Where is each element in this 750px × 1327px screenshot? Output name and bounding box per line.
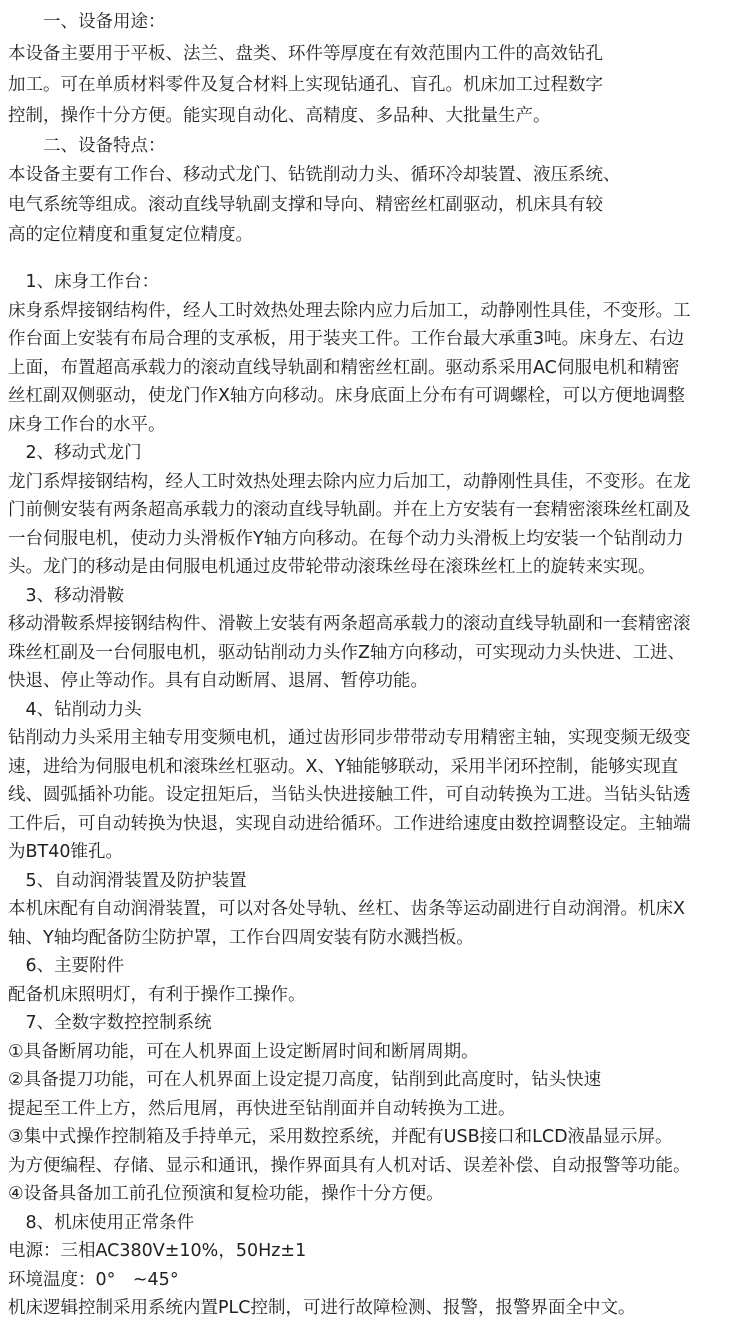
paragraph-line: 控制，操作十分方便。能实现自动化、高精度、多品种、大批量生产。 bbox=[8, 106, 551, 126]
paragraph-line: 门前侧安装有两条超高承载力的滚动直线导轨副。并在上方安装有一套精密滚珠丝杠副及 bbox=[8, 500, 691, 520]
subsection-heading-bed: 1、床身工作台： bbox=[8, 272, 160, 292]
paragraph-line: 为BT40锥孔。 bbox=[8, 842, 123, 862]
paragraph-line: 电源：三相AC380V±10%，50Hz±1 bbox=[8, 1241, 307, 1261]
subsection-heading-lubrication: 5、自动润滑装置及防护装置 bbox=[8, 871, 247, 891]
paragraph-line: 珠丝杠副及一台伺服电机，驱动钻削动力头作Z轴方向移动，可实现动力头快进、工进、 bbox=[8, 643, 685, 663]
paragraph-line: 提起至工件上方，然后甩屑，再快进至钻削面并自动转换为工进。 bbox=[8, 1099, 516, 1119]
paragraph-line: 龙门系焊接钢结构，经人工时效热处理去除内应力后加工，动静刚性具佳，不变形。在龙 bbox=[8, 472, 691, 492]
subsection-heading-cnc: 7、全数字数控控制系统 bbox=[8, 1013, 212, 1033]
paragraph-line: 机床逻辑控制采用系统内置PLC控制，可进行故障检测、报警，报警界面全中文。 bbox=[8, 1298, 636, 1318]
paragraph-line: 环境温度：0° ~45° bbox=[8, 1270, 179, 1290]
subsection-heading-saddle: 3、移动滑鞍 bbox=[8, 586, 125, 606]
paragraph-line: ①具备断屑功能，可在人机界面上设定断屑时间和断屑周期。 bbox=[8, 1042, 479, 1062]
paragraph-line: 移动滑鞍系焊接钢结构件、滑鞍上安装有两条超高承载力的滚动直线导轨副和一套精密滚 bbox=[8, 614, 691, 634]
paragraph-line: 加工。可在单质材料零件及复合材料上实现钻通孔、盲孔。机床加工过程数字 bbox=[8, 75, 603, 95]
paragraph-line: 丝杠副双侧驱动，使龙门作X轴方向移动。床身底面上分布有可调螺栓，可以方便地调整 bbox=[8, 386, 685, 406]
paragraph-line: ③集中式操作控制箱及手持单元，采用数控系统，并配有USB接口和LCD液晶显示屏。 bbox=[8, 1127, 673, 1147]
paragraph-line: 上面，布置超高承载力的滚动直线导轨副和精密丝杠副。驱动系采用AC伺服电机和精密 bbox=[8, 358, 680, 378]
paragraph-line: 本设备主要有工作台、移动式龙门、钻铣削动力头、循环冷却装置、液压系统、 bbox=[8, 165, 621, 185]
paragraph-line: 为方便编程、存储、显示和通讯，操作界面具有人机对话、误差补偿、自动报警等功能。 bbox=[8, 1156, 691, 1176]
paragraph-line: 线、圆弧插补功能。设定扭矩后，当钻头快进接触工件，可自动转换为工进。当钻头钻透 bbox=[8, 785, 691, 805]
paragraph-line: 速，进给为伺服电机和滚珠丝杠驱动。X、Y轴能够联动，采用半闭环控制，能够实现直 bbox=[8, 757, 679, 777]
paragraph-line: ②具备提刀功能，可在人机界面上设定提刀高度，钻削到此高度时，钻头快速 bbox=[8, 1070, 602, 1090]
paragraph-line: 高的定位精度和重复定位精度。 bbox=[8, 225, 253, 245]
paragraph-line: 本设备主要用于平板、法兰、盘类、环件等厚度在有效范围内工件的高效钻孔 bbox=[8, 44, 603, 64]
paragraph-line: 头。龙门的移动是由伺服电机通过皮带轮带动滚珠丝母在滚珠丝杠上的旋转来实现。 bbox=[8, 557, 656, 577]
subsection-heading-drill-head: 4、钻削动力头 bbox=[8, 700, 142, 720]
section-heading-purpose: 一、设备用途： bbox=[8, 12, 166, 32]
paragraph-line: 作台面上安装有布局合理的支承板，用于装夹工件。工作台最大承重3吨。床身左、右边 bbox=[8, 329, 685, 349]
section-heading-features: 二、设备特点： bbox=[8, 136, 166, 156]
subsection-heading-gantry: 2、移动式龙门 bbox=[8, 443, 142, 463]
paragraph-line: 床身系焊接钢结构件，经人工时效热处理去除内应力后加工，动静刚性具佳，不变形。工 bbox=[8, 301, 691, 321]
subsection-heading-accessories: 6、主要附件 bbox=[8, 956, 125, 976]
paragraph-line: 钻削动力头采用主轴专用变频电机，通过齿形同步带带动专用精密主轴，实现变频无级变 bbox=[8, 728, 691, 748]
paragraph-line: 电气系统等组成。滚动直线导轨副支撑和导向、精密丝杠副驱动，机床具有较 bbox=[8, 195, 603, 215]
paragraph-line: 床身工作台的水平。 bbox=[8, 415, 166, 435]
subsection-heading-conditions: 8、机床使用正常条件 bbox=[8, 1213, 195, 1233]
paragraph-line: ④设备具备加工前孔位预演和复检功能，操作十分方便。 bbox=[8, 1184, 444, 1204]
paragraph-line: 配备机床照明灯，有利于操作工操作。 bbox=[8, 985, 306, 1005]
paragraph-line: 一台伺服电机，使动力头滑板作Y轴方向移动。在每个动力头滑板上均安装一个钻削动力 bbox=[8, 529, 684, 549]
paragraph-line: 工件后，可自动转换为快退，实现自动进给循环。工作进给速度由数控调整设定。主轴端 bbox=[8, 814, 691, 834]
paragraph-line: 快退、停止等动作。具有自动断屑、退屑、暂停功能。 bbox=[8, 671, 428, 691]
paragraph-line: 本机床配有自动润滑装置，可以对各处导轨、丝杠、齿条等运动副进行自动润滑。机床X bbox=[8, 899, 685, 919]
paragraph-line: 轴、Y轴均配备防尘防护罩，工作台四周安装有防水溅挡板。 bbox=[8, 928, 474, 948]
